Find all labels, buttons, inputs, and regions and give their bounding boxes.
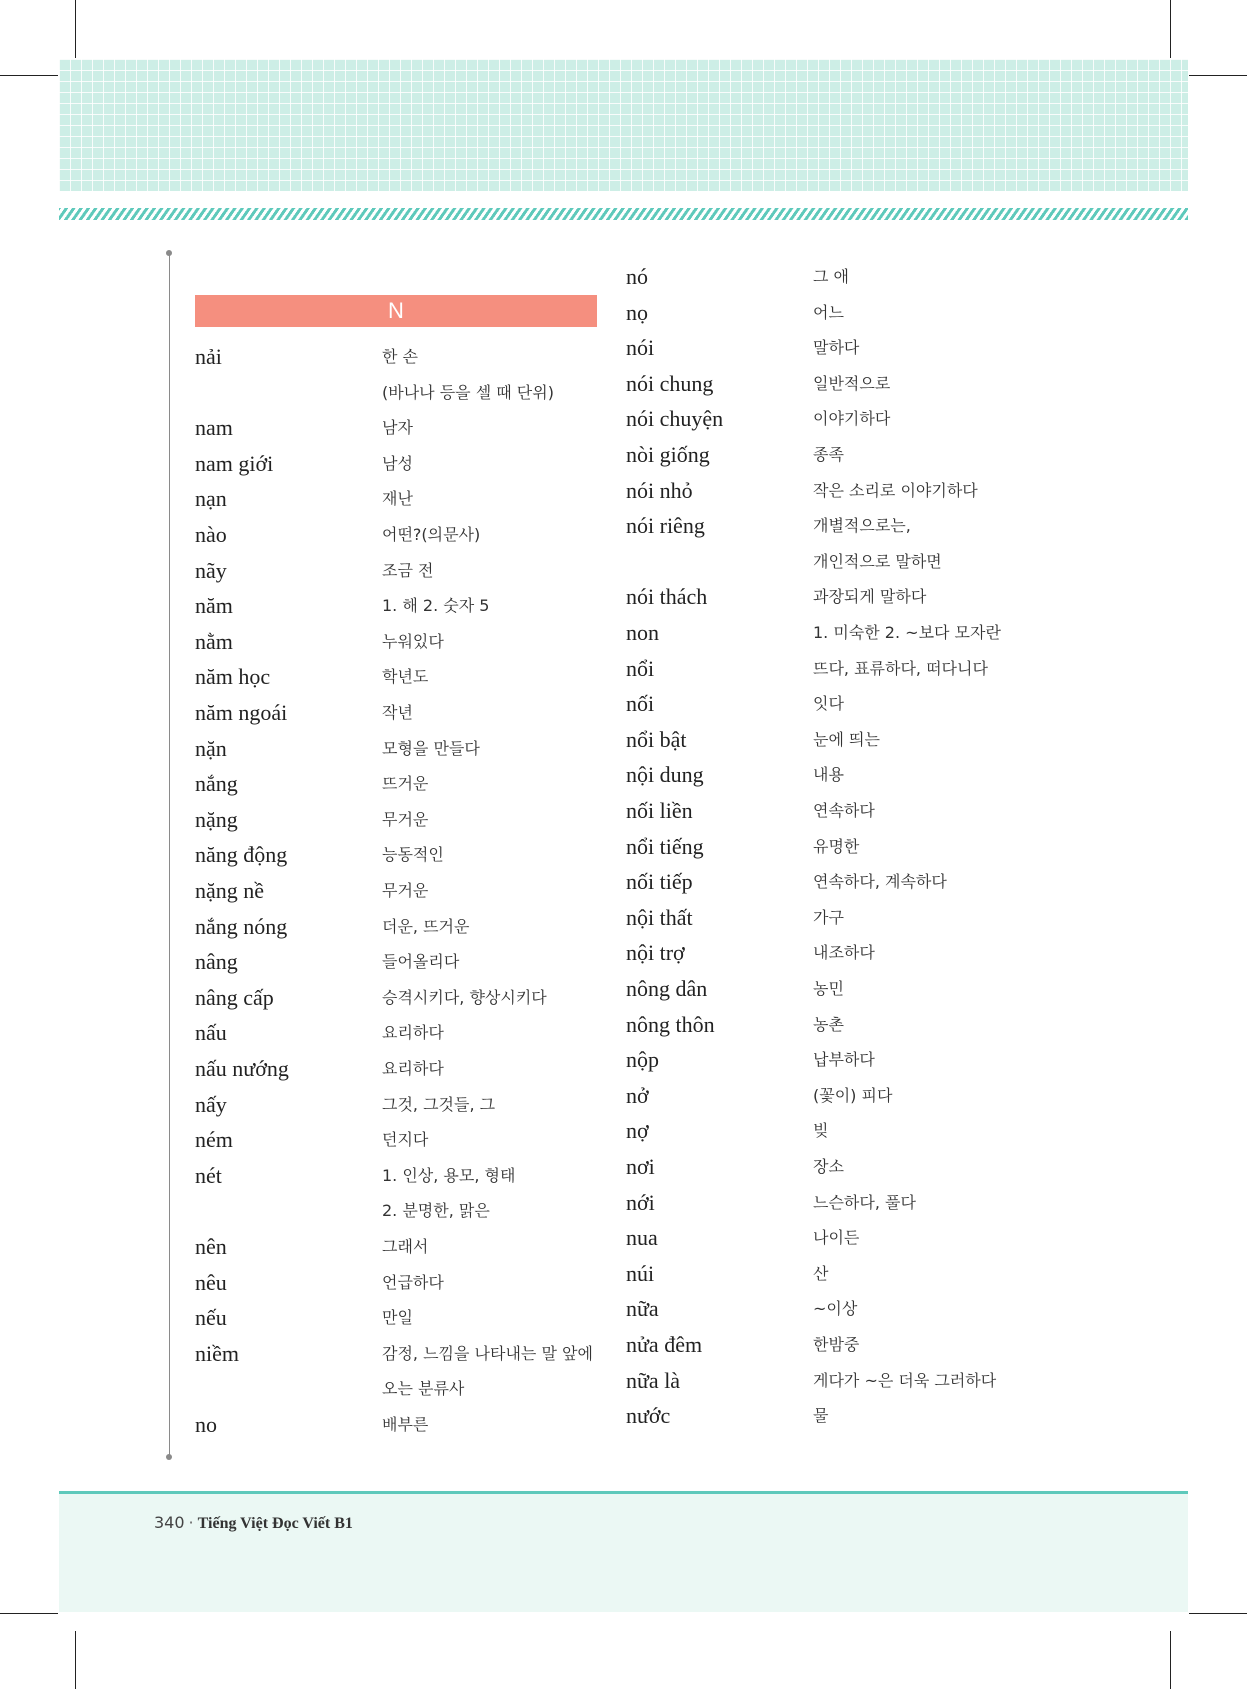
vietnamese-term: nói [626,335,655,361]
korean-meaning: 한밤중 [813,1335,860,1354]
margin-rule [169,253,170,1459]
korean-meaning: 배부른 [382,1415,429,1434]
korean-meaning: 뜨거운 [382,774,429,794]
crop-mark-tr-v [1170,0,1171,58]
vietnamese-term: nếu [195,1305,227,1331]
vietnamese-term: nối tiếp [626,869,693,895]
vietnamese-term: nằm [195,628,233,654]
vietnamese-term: nộp [626,1047,659,1073]
korean-meaning: (바나나 등을 셀 때 단위) [382,382,554,402]
korean-meaning: 더운, 뜨거운 [382,916,470,936]
vietnamese-term: nấy [195,1091,227,1117]
vietnamese-term: năm ngoái [195,700,288,725]
vietnamese-term: nặng [195,806,238,832]
vietnamese-term: nơi [626,1154,655,1179]
crop-mark-br-h [1189,1613,1247,1614]
vietnamese-term: nổi [626,655,655,681]
vietnamese-term: nổi tiếng [626,833,704,859]
vietnamese-term: nặn [195,735,227,761]
korean-meaning: 조금 전 [382,560,434,580]
korean-meaning: 누워있다 [382,631,444,651]
vietnamese-term: nặng nề [195,878,265,903]
korean-meaning: 물 [813,1406,829,1426]
crop-mark-bl-h [0,1613,58,1614]
footer-separator: · [188,1513,194,1532]
vietnamese-term: ném [195,1127,233,1153]
vietnamese-term: núi [626,1260,655,1286]
vietnamese-term: nợ [626,1118,649,1144]
vietnamese-term: nối liền [626,798,693,823]
korean-meaning: 작은 소리로 이야기하다 [813,480,978,500]
margin-rule-bottom-dot [166,1454,172,1460]
korean-meaning: 말하다 [813,338,860,358]
korean-meaning: 농민 [813,979,844,998]
vietnamese-term: năng động [195,842,288,868]
vietnamese-term: nấu nướng [195,1056,289,1081]
vietnamese-term: nó [626,264,648,289]
crop-mark-bl-v [75,1631,76,1689]
korean-meaning: 무거운 [382,881,429,900]
vietnamese-term: nãy [195,557,227,583]
korean-meaning: 잇다 [813,694,844,714]
korean-meaning: 작년 [382,703,413,722]
vietnamese-term: nói riêng [626,513,705,539]
korean-meaning: 장소 [813,1157,844,1176]
vietnamese-term: nới [626,1189,655,1215]
korean-meaning: 유명한 [813,836,860,856]
korean-meaning: 개인적으로 말하면 [813,551,942,571]
korean-meaning: 어느 [813,302,844,322]
vietnamese-term: nói thách [626,584,708,610]
book-title: Tiếng Việt Đọc Viết B1 [197,1515,353,1532]
vietnamese-term: nọ [626,299,648,325]
margin-rule-top-dot [166,250,172,256]
korean-meaning: 남자 [382,418,413,438]
vietnamese-term: nên [195,1234,227,1259]
vietnamese-term: nói chuyện [626,406,724,432]
vietnamese-term: nam giới [195,450,274,476]
korean-meaning: 재난 [382,489,413,509]
korean-meaning: 모형을 만들다 [382,738,480,758]
vietnamese-term: nổi bật [626,726,687,752]
vietnamese-term: nắng [195,771,238,797]
vietnamese-term: nông thôn [626,1011,715,1037]
vietnamese-term: nua [626,1225,658,1251]
crop-mark-tr-h [1189,75,1247,76]
korean-meaning: 뜨다, 표류하다, 떠다니다 [813,658,988,678]
korean-meaning: 빚 [813,1121,829,1141]
korean-meaning: 납부하다 [813,1050,875,1070]
vietnamese-term: no [195,1412,217,1437]
korean-meaning: 농촌 [813,1014,844,1034]
vietnamese-term: nước [626,1403,671,1429]
korean-meaning: 그래서 [382,1237,429,1256]
korean-meaning: 일반적으로 [813,373,891,393]
vietnamese-term: nữa [626,1296,659,1322]
korean-meaning: 내용 [813,765,844,785]
vietnamese-term: nội thất [626,904,693,930]
korean-meaning: ~이상 [813,1299,858,1319]
crop-mark-br-v [1170,1631,1171,1689]
korean-meaning: 1. 미숙한 2. ~보다 모자란 [813,623,1001,642]
korean-meaning: 과장되게 말하다 [813,587,927,607]
vietnamese-term: niềm [195,1340,239,1366]
korean-meaning: 던지다 [382,1130,429,1150]
section-letter-header: N [195,295,597,327]
korean-meaning: 능동적인 [382,845,444,865]
vietnamese-term: nạn [195,486,227,512]
korean-meaning: 그것, 그것들, 그 [382,1094,496,1114]
header-stripe-divider [59,208,1188,220]
page-number: 340 [154,1513,185,1532]
korean-meaning: 연속하다, 계속하다 [813,872,947,892]
korean-meaning: 게다가 ~은 더욱 그러하다 [813,1370,997,1390]
vietnamese-term: năm học [195,664,271,690]
vietnamese-term: nét [195,1162,222,1188]
korean-meaning: 2. 분명한, 맑은 [382,1201,490,1221]
vietnamese-term: nam [195,415,233,441]
korean-meaning: 어떤?(의문사) [382,525,481,544]
korean-meaning: 1. 인상, 용모, 형태 [382,1165,516,1185]
vietnamese-term: nói nhỏ [626,477,693,503]
vietnamese-term: nâng [195,949,238,975]
vietnamese-term: nòi giống [626,442,710,467]
korean-meaning: 그 애 [813,267,849,286]
korean-meaning: 느슨하다, 풀다 [813,1192,916,1212]
vietnamese-term: nào [195,522,227,547]
vietnamese-term: nội dung [626,762,704,788]
korean-meaning: 산 [813,1263,829,1283]
korean-meaning: 한 손 [382,347,418,366]
vietnamese-term: nở [626,1082,649,1108]
vietnamese-term: nữa là [626,1367,681,1393]
korean-meaning: 나이든 [813,1228,860,1248]
vietnamese-term: nói chung [626,370,714,396]
korean-meaning: 연속하다 [813,801,875,820]
vietnamese-term: năm [195,593,233,619]
crop-mark-tl-h [0,75,58,76]
korean-meaning: 남성 [382,453,413,473]
vietnamese-term: nội trợ [626,940,685,966]
vietnamese-term: nải [195,344,222,369]
korean-meaning: 종족 [813,445,844,464]
vietnamese-term: nối [626,691,655,717]
korean-meaning: (꽃이) 피다 [813,1085,893,1105]
vietnamese-term: nông dân [626,976,708,1001]
korean-meaning: 1. 해 2. 숫자 5 [382,596,490,616]
korean-meaning: 감정, 느낌을 나타내는 말 앞에 [382,1343,593,1363]
vietnamese-term: nâng cấp [195,984,274,1010]
vietnamese-term: non [626,620,659,645]
korean-meaning: 언급하다 [382,1272,444,1292]
korean-meaning: 만일 [382,1308,413,1328]
header-grid-band [59,59,1188,191]
korean-meaning: 눈에 띄는 [813,729,880,749]
vietnamese-term: nấu [195,1020,227,1046]
korean-meaning: 무거운 [382,809,429,829]
korean-meaning: 오는 분류사 [382,1379,465,1399]
crop-mark-tl-v [75,0,76,58]
footer [154,1513,353,1533]
vietnamese-term: nửa đêm [626,1332,703,1357]
korean-meaning: 가구 [813,907,844,927]
korean-meaning: 개별적으로는, [813,516,911,536]
korean-meaning: 승격시키다, 향상시키다 [382,987,547,1007]
korean-meaning: 이야기하다 [813,409,891,429]
korean-meaning: 내조하다 [813,943,875,963]
korean-meaning: 학년도 [382,667,429,687]
footer-band [59,1494,1188,1612]
vietnamese-term: nắng nóng [195,913,288,939]
korean-meaning: 요리하다 [382,1023,444,1043]
vietnamese-term: nêu [195,1269,227,1295]
korean-meaning: 들어올리다 [382,952,460,972]
korean-meaning: 요리하다 [382,1059,444,1078]
